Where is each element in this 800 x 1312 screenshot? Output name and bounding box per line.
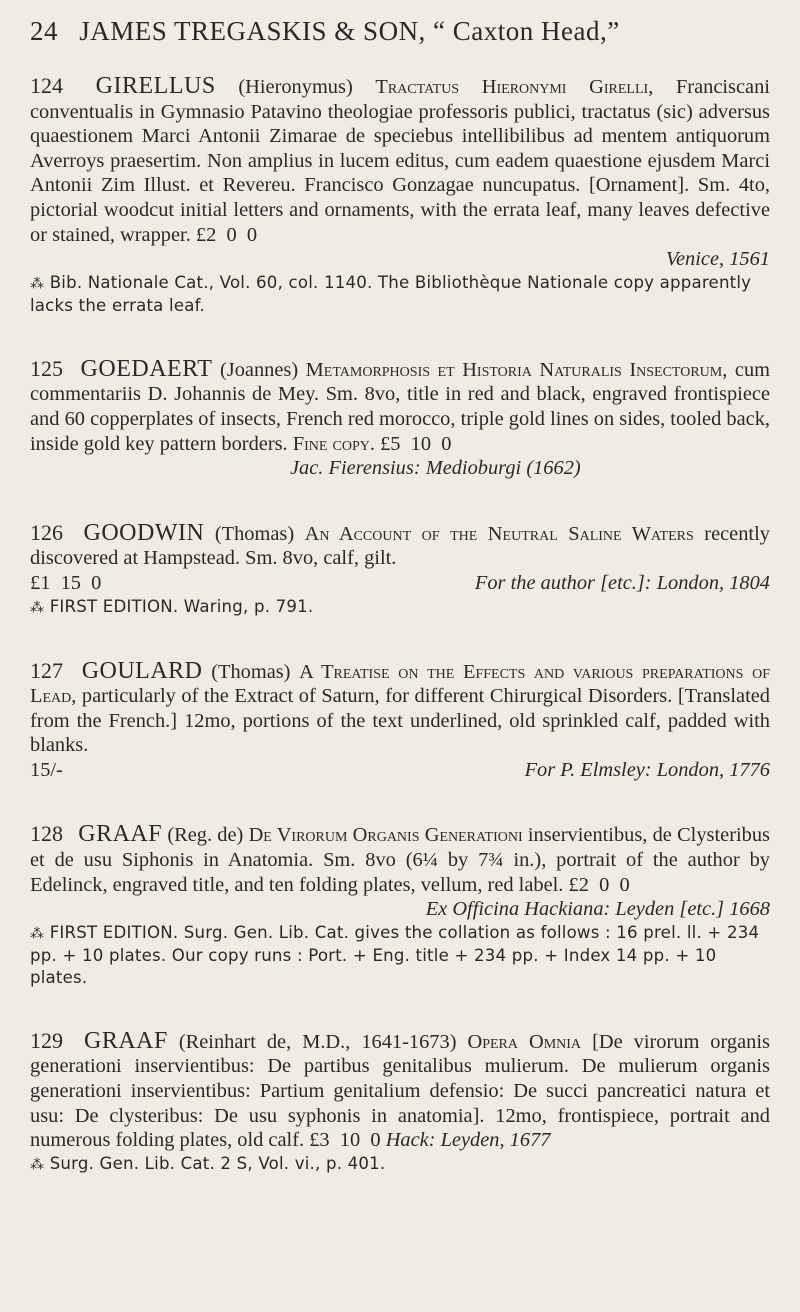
entry-note: ⁂ FIRST EDITION. Waring, p. 791. — [30, 596, 314, 616]
entry-description: Franciscani conventualis in Gymnasio Patavino theologiae professoris publici, tractatus (sic) adversus quaestionem Marci Antonii Zimarae de speciebus intellibilibus ad mentem antiquorum Averroys praesertim. Non amplius in lucem editus, cum eadem quaestione ejusdem Marci Antonii Zim Illust. et Revereu. Francisco Gonzagae nuncupatus. [Ornament]. Sm. 4to, pictorial woodcut initial letters and ornaments, with the errata leaf, many leaves defective or stained, wrapper. — [30, 76, 770, 246]
entry-description: inservientibus, de Clysteribus et de usu Siphonis in Anatomia. Sm. 8vo (6¼ by 7¾ in.), portrait of the author by Edelinck, engraved title, and ten folding plates, vellum, red label. — [30, 824, 770, 896]
entry-title: An Account of the Neutral Saline Waters — [304, 522, 694, 545]
entry-title: A Treatise on the Effects and various preparations of Lead, — [30, 660, 770, 708]
note-mark: ⁂ — [30, 1156, 45, 1173]
entry-number: 128 — [30, 821, 63, 847]
entry-author-detail: (Thomas) — [211, 660, 291, 683]
entry-author: GOEDAERT — [80, 355, 213, 382]
page-header — [30, 14, 770, 48]
entry-description: recently discovered at Hampstead. Sm. 8vo, calf, gilt. — [30, 522, 770, 570]
running-title: JAMES TREGASKIS & SON, “ Caxton Head,” — [79, 16, 620, 46]
catalogue-entry-125 — [30, 357, 770, 481]
entry-author: GOULARD — [81, 657, 203, 684]
entry-description: [De virorum organis generationi inservientibus: De partibus genitalibus mulierum. De mulierum organis generationi inservientibus: Partium genitalium defensio: De succi pancreatici natura et usu: De clysteribus: De usu syphonis in anatomia]. 12mo, frontispiece, portrait and numerous folding plates, old calf. — [30, 1030, 770, 1152]
entry-price: £2 0 0 — [568, 873, 630, 896]
note-mark: ⁂ — [30, 599, 45, 616]
entry-body — [30, 1029, 770, 1153]
entry-price: £2 0 0 — [195, 223, 258, 246]
entry-price: 15/- — [30, 758, 63, 781]
entry-price: £5 10 0 — [380, 432, 452, 455]
catalogue-entry-129 — [30, 1029, 770, 1176]
entry-price-row — [30, 758, 770, 783]
catalogue-entry-127 — [30, 659, 770, 783]
entry-condition: Fine copy. — [292, 432, 375, 455]
entry-number: 127 — [30, 657, 63, 683]
note-mark: ⁂ — [30, 925, 45, 942]
entry-author: GRAAF — [84, 1027, 168, 1054]
catalogue-entry-124 — [30, 74, 770, 317]
catalogue-entry-126 — [30, 521, 770, 619]
entry-imprint: Ex Officina Hackiana: Leyden [etc.] 1668 — [425, 898, 770, 921]
entry-author: GRAAF — [78, 821, 163, 848]
entry-price: £1 15 0 — [30, 571, 102, 594]
note-mark: ⁂ — [30, 275, 45, 292]
entry-title: Opera Omnia — [467, 1030, 582, 1053]
entry-imprint: For P. Elmsley: London, 1776 — [524, 758, 770, 781]
entry-body — [30, 357, 770, 456]
entry-number: 124 — [30, 73, 63, 98]
entry-author-detail: (Reg. de) — [167, 824, 244, 847]
entry-title: Metamorphosis et Historia Naturalis Insectorum, — [305, 358, 728, 381]
entry-note: ⁂ Surg. Gen. Lib. Cat. 2 S, Vol. vi., p. 401. — [30, 1153, 386, 1173]
entry-body — [30, 74, 770, 247]
entry-author-detail: (Joannes) — [219, 358, 299, 381]
entry-title: Tractatus Hieronymi Girelli, — [375, 76, 654, 98]
entry-author: GIRELLUS — [95, 73, 216, 99]
entry-imprint: For the author [etc.]: London, 1804 — [474, 571, 770, 594]
entry-note: ⁂ Bib. Nationale Cat., Vol. 60, col. 1140. The Bibliothèque Nationale copy apparently lacks the errata leaf. — [30, 272, 752, 315]
entry-body — [30, 659, 770, 758]
entry-title: De Virorum Organis Generationi — [248, 824, 523, 847]
entry-number: 126 — [30, 519, 63, 545]
entry-author-detail: (Hieronymus) — [238, 76, 353, 98]
entry-author-detail: (Reinhart de, M.D., 1641-1673) — [178, 1030, 457, 1053]
entry-price-row — [30, 571, 770, 596]
entry-body — [30, 521, 770, 571]
entry-note: ⁂ FIRST EDITION. Surg. Gen. Lib. Cat. gives the collation as follows : 16 prel. ll. + 234 pp. + 10 plates. Our copy runs : Port. + Eng. title + 234 pp. + Index 14 pp. + 10 plates. — [30, 922, 760, 987]
entry-description: cum commentariis D. Johannis de Mey. Sm. 8vo, title in red and black, engraved frontispiece and 60 copperplates of insects, French red morocco, triple gold lines on sides, tooled back, inside gold key pattern borders. — [30, 358, 770, 455]
entry-author-detail: (Thomas) — [214, 522, 295, 545]
page-number: 24 — [30, 16, 58, 46]
entry-number: 125 — [30, 355, 63, 381]
entry-imprint: Jac. Fierensius: Medioburgi (1662) — [290, 457, 581, 480]
entry-description: particularly of the Extract of Saturn, for different Chirurgical Disorders. [Translated from the French.] 12mo, portions of the text underlined, old sprinkled calf, padded with blanks. — [30, 685, 770, 757]
entry-imprint: Venice, 1561 — [665, 248, 770, 271]
entry-price: £3 10 0 — [309, 1129, 381, 1152]
entry-author: GOODWIN — [83, 519, 205, 546]
entry-body — [30, 822, 770, 897]
catalogue-entry-128 — [30, 822, 770, 988]
entry-number: 129 — [30, 1027, 63, 1053]
entry-imprint: Hack: Leyden, 1677 — [385, 1129, 551, 1152]
